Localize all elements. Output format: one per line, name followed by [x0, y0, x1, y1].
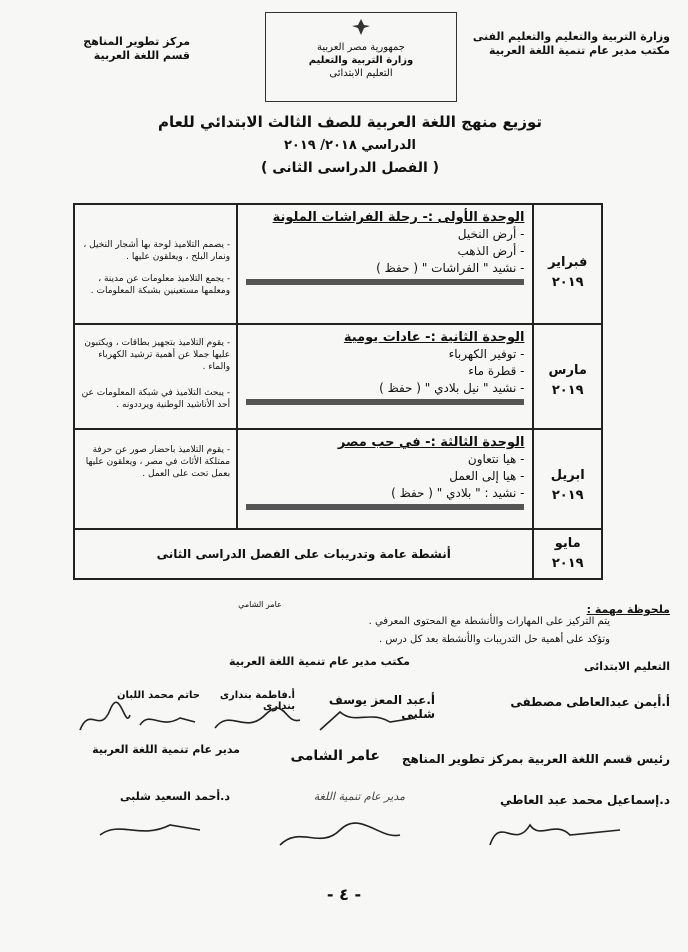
- school-year: الدراسي ٢٠١٨/ ٢٠١٩: [283, 138, 417, 153]
- highlight-bar: [246, 504, 524, 510]
- signatory-name: عامر الشامى: [290, 748, 380, 764]
- activities-cell: - يقوم التلاميذ بتجهيز بطاقات ، ويكتبون عليها جملا عن أهمية ترشيد الكهرباء والماء . - يبحث التلاميذ في شبكة المعلومات عن أحد الأناشيد الوطنية ويرددونه .: [74, 324, 237, 429]
- signature-scribbles-row3: [80, 805, 640, 865]
- table-row: [74, 324, 602, 429]
- signatory-name: أ.فاطمة بندارى بندارى: [219, 690, 295, 712]
- final-activities-cell: أنشطة عامة وتدريبات على الفصل الدراسى الثانى: [74, 529, 533, 579]
- office-title: مكتب مدير عام تنمية اللغة العربية: [228, 655, 410, 668]
- table-row: [74, 529, 602, 579]
- signatory-name: حاتم محمد اللبان: [116, 690, 200, 701]
- note-line: وتؤكد على أهمية حل التدريبات والأنشطة بعد كل درس .: [379, 634, 610, 645]
- ministry-header: وزارة التربية والتعليم والتعليم الفنى مكتب مدير عام تنمية اللغة العربية: [472, 30, 670, 57]
- signatory-name: أ.عبد المعز يوسف شلبى: [328, 693, 435, 721]
- month-cell: ابريل ٢٠١٩: [533, 429, 602, 529]
- semester-label: ( الفصل الدراسى الثانى ): [260, 160, 440, 176]
- signature-scribbles-row1: [70, 700, 450, 740]
- notes-label: ملحوظة مهمة :: [586, 603, 670, 616]
- highlight-bar: [246, 279, 524, 285]
- month-cell: مارس ٢٠١٩: [533, 324, 602, 429]
- table-row: [74, 204, 602, 324]
- official-stamp: جمهورية مصر العربية وزارة التربية والتعليم التعليم الابتدائى: [265, 12, 457, 102]
- page-title: توزيع منهج اللغة العربية للصف الثالث الابتدائي للعام: [157, 113, 543, 131]
- signatory-title: رئيس قسم اللغة العربية بمركز تطوير المناهج: [401, 752, 670, 766]
- signatory-name: أ.أيمن عبدالعاطى مصطفى: [510, 695, 670, 709]
- activities-cell: - يقوم التلاميذ باحضار صور عن حرفة ممتلكة الأثاث في مصر ، ويعلقون عليها بعمل تحت على العمل .: [74, 429, 237, 529]
- page-number: - ٤ -: [326, 885, 362, 904]
- activities-cell: - يصمم التلاميذ لوحة بها أشجار النخيل ، ونمار البلح ، ويعلقون عليها . - يجمع التلاميذ معلومات عن مدينة ، ومعلمها مستعينين بشبكة المعلومات .: [74, 204, 237, 324]
- note-line: يتم التركيز على المهارات والأنشطة مع المحتوى المعرفي .: [368, 616, 610, 627]
- signatory-name: د.إسماعيل محمد عبد العاطي: [500, 793, 670, 807]
- handwritten-note: عامر الشامي: [238, 600, 282, 609]
- highlight-bar: [246, 399, 524, 405]
- unit-cell: الوحدة الثالثة :- في حب مصر - هيا نتعاون - هيا إلى العمل - نشيد : " بلادي " ( حفظ ): [237, 429, 533, 529]
- month-cell: مايو ٢٠١٩: [533, 529, 602, 579]
- handwritten-note: مدير عام تنمية اللغة: [313, 790, 405, 803]
- signatory-name: د.أحمد السعيد شلبى: [120, 790, 230, 803]
- eagle-emblem-icon: [351, 17, 371, 37]
- unit-cell: الوحدة الثانية :- عادات يومية - توفير الكهرباء - قطرة ماء - نشيد " نيل بلادي " ( حفظ ): [237, 324, 533, 429]
- curriculum-center-header: مركز تطوير المناهج قسم اللغة العربية: [83, 35, 190, 62]
- unit-cell: الوحدة الأولى :- رحلة الفراشات الملونة - أرض النخيل - أرض الذهب - نشيد " الفراشات " ( حفظ ): [237, 204, 533, 324]
- primary-education-title: التعليم الابتدائى: [583, 660, 670, 673]
- signatory-title: مدير عام تنمية اللغة العربية: [92, 743, 240, 756]
- month-cell: فبراير ٢٠١٩: [533, 204, 602, 324]
- curriculum-table: [73, 203, 603, 580]
- table-row: [74, 429, 602, 529]
